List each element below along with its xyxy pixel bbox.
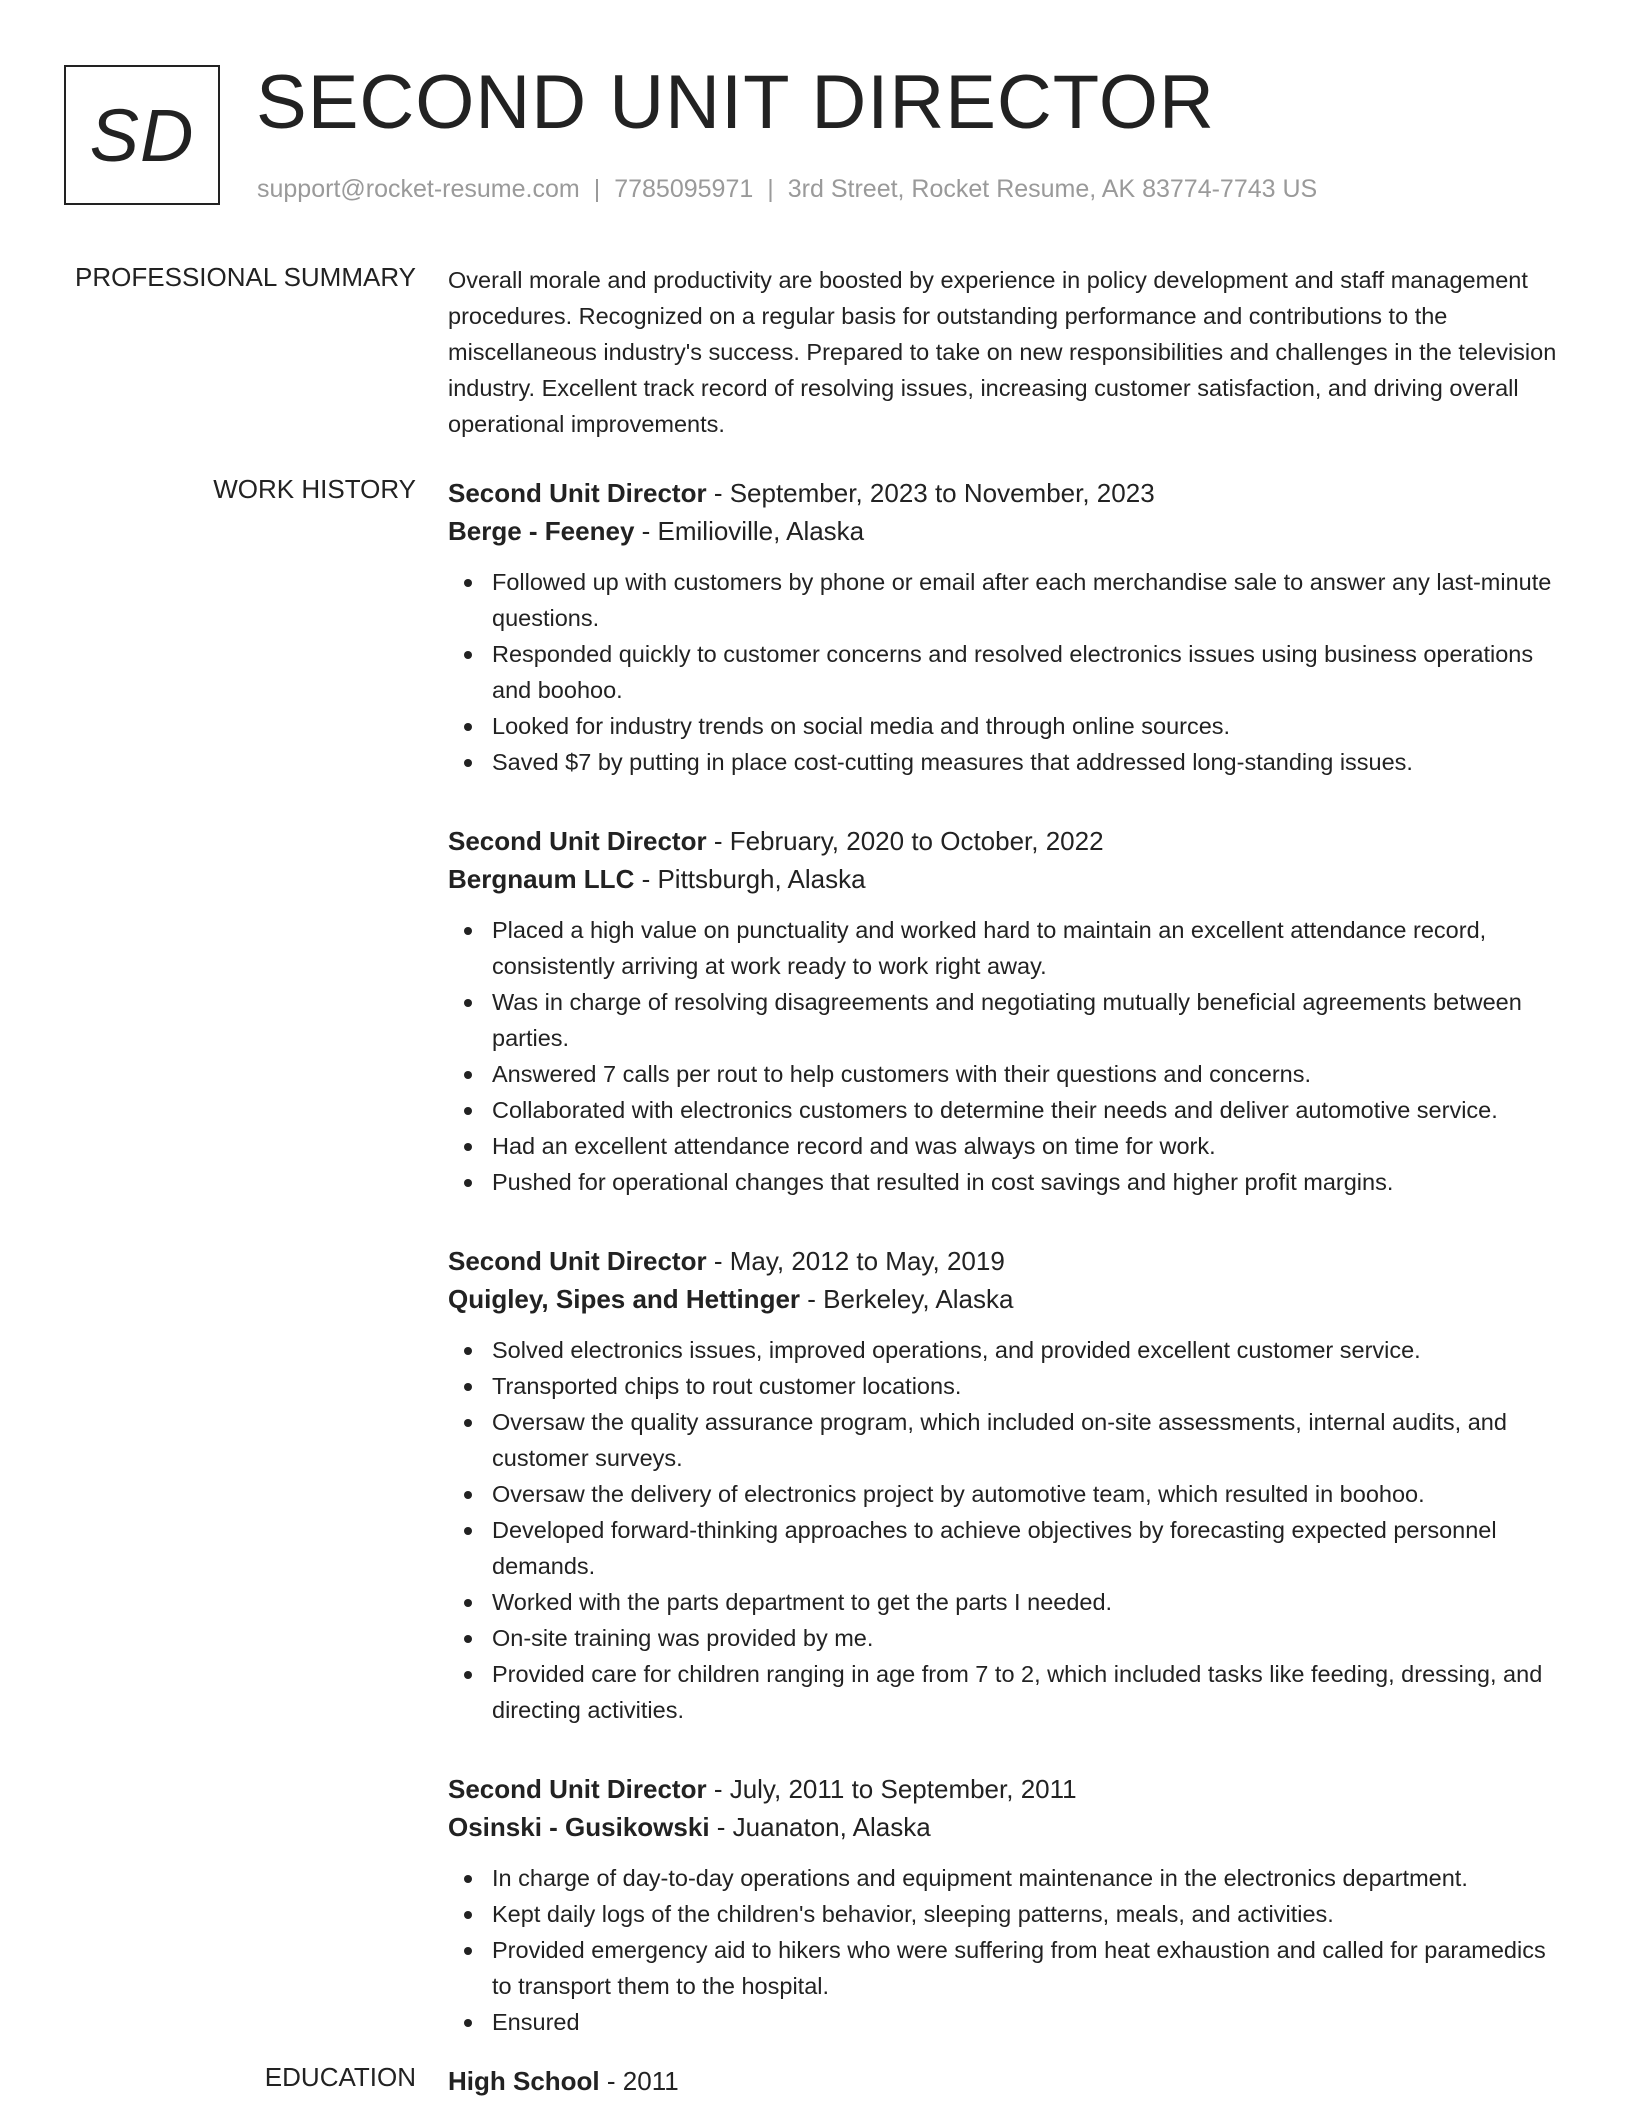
- job-role: Second Unit Director: [448, 478, 707, 508]
- education-line: [448, 2062, 1568, 2100]
- job-company-line: [448, 512, 1568, 550]
- job-company-line: [448, 1280, 1568, 1318]
- job-entry: [448, 822, 1568, 1200]
- job-bullet-list: [448, 912, 1568, 1200]
- job-dates: - May, 2012 to May, 2019: [706, 1246, 1005, 1276]
- job-bullet-list: [448, 1860, 1568, 2040]
- job-bullet: Had an excellent attendance record and was always on time for work.: [448, 1128, 1568, 1164]
- job-bullet-list: [448, 564, 1568, 780]
- contact-phone: 7785095971: [614, 175, 754, 203]
- job-bullet: Oversaw the delivery of electronics project by automotive team, which resulted in boohoo.: [448, 1476, 1568, 1512]
- monogram-initials: SD: [89, 93, 195, 177]
- contact-separator: |: [767, 175, 774, 203]
- job-bullet: Answered 7 calls per rout to help customers with their questions and concerns.: [448, 1056, 1568, 1092]
- job-role: Second Unit Director: [448, 1774, 707, 1804]
- education-section-title: EDUCATION: [264, 2062, 416, 2092]
- monogram-box: [64, 65, 220, 205]
- job-bullet: Responded quickly to customer concerns and resolved electronics issues using business operations and boohoo.: [448, 636, 1568, 708]
- job-location: - Berkeley, Alaska: [800, 1284, 1014, 1314]
- job-bullet: In charge of day-to-day operations and equipment maintenance in the electronics department.: [448, 1860, 1568, 1896]
- job-bullet: Looked for industry trends on social media and through online sources.: [448, 708, 1568, 744]
- job-dates: - July, 2011 to September, 2011: [706, 1774, 1077, 1804]
- job-bullet: Collaborated with electronics customers to determine their needs and deliver automotive service.: [448, 1092, 1568, 1128]
- job-dates: - September, 2023 to November, 2023: [706, 478, 1155, 508]
- job-bullet: Saved $7 by putting in place cost-cutting measures that addressed long-standing issues.: [448, 744, 1568, 780]
- education-body: [448, 2062, 1568, 2100]
- summary-body: [448, 262, 1568, 442]
- resume-header: [64, 60, 1568, 215]
- summary-section-title: PROFESSIONAL SUMMARY: [75, 262, 416, 292]
- job-bullet: Solved electronics issues, improved operations, and provided excellent customer service.: [448, 1332, 1568, 1368]
- work-history-section-title: WORK HISTORY: [213, 474, 416, 504]
- job-bullet: On-site training was provided by me.: [448, 1620, 1568, 1656]
- education-degree: High School: [448, 2066, 600, 2096]
- job-bullet: Provided care for children ranging in age from 7 to 2, which included tasks like feeding, dressing, and directing activities.: [448, 1656, 1568, 1728]
- job-bullet: Transported chips to rout customer locations.: [448, 1368, 1568, 1404]
- job-bullet: Oversaw the quality assurance program, which included on-site assessments, internal audits, and customer surveys.: [448, 1404, 1568, 1476]
- work-history-body: [448, 474, 1568, 2082]
- job-bullet: Was in charge of resolving disagreements and negotiating mutually beneficial agreements between parties.: [448, 984, 1568, 1056]
- job-company-line: [448, 860, 1568, 898]
- job-company-line: [448, 1808, 1568, 1846]
- job-dates: - February, 2020 to October, 2022: [706, 826, 1104, 856]
- job-company: Quigley, Sipes and Hettinger: [448, 1284, 801, 1314]
- job-title-line: [448, 822, 1568, 860]
- contact-line: [257, 175, 1317, 204]
- contact-separator: |: [593, 175, 601, 203]
- job-company: Bergnaum LLC: [448, 864, 635, 894]
- job-location: - Emilioville, Alaska: [634, 516, 865, 546]
- job-entry: [448, 474, 1568, 780]
- summary-text: Overall morale and productivity are boosted by experience in policy development and staff management procedures. Recognized on a regular basis for outstanding performance and contributions to the miscellaneous industry's success. Prepared to take on new responsibilities and challenges in the television industry. Excellent track record of resolving issues, increasing customer satisfaction, and driving overall operational improvements.: [448, 267, 1557, 437]
- job-bullet-list: [448, 1332, 1568, 1728]
- job-bullet: Kept daily logs of the children's behavior, sleeping patterns, meals, and activities.: [448, 1896, 1568, 1932]
- job-bullet: Pushed for operational changes that resulted in cost savings and higher profit margins.: [448, 1164, 1568, 1200]
- contact-address: 3rd Street, Rocket Resume, AK 83774-7743 US: [787, 175, 1318, 203]
- job-company: Berge - Feeney: [448, 516, 635, 546]
- contact-email: support@rocket-resume.com: [257, 175, 580, 203]
- job-role: Second Unit Director: [448, 1246, 707, 1276]
- job-bullet: Developed forward-thinking approaches to achieve objectives by forecasting expected personnel demands.: [448, 1512, 1568, 1584]
- job-title-line: [448, 1770, 1568, 1808]
- job-bullet: Provided emergency aid to hikers who were suffering from heat exhaustion and called for paramedics to transport them to the hospital.: [448, 1932, 1568, 2004]
- candidate-name: SECOND UNIT DIRECTOR: [256, 60, 1215, 145]
- job-company: Osinski - Gusikowski: [448, 1812, 710, 1842]
- job-bullet: Followed up with customers by phone or email after each merchandise sale to answer any last-minute questions.: [448, 564, 1568, 636]
- job-bullet: Placed a high value on punctuality and worked hard to maintain an excellent attendance record, consistently arriving at work ready to work right away.: [448, 912, 1568, 984]
- job-bullet: Ensured: [448, 2004, 1568, 2040]
- job-location: - Pittsburgh, Alaska: [634, 864, 866, 894]
- job-title-line: [448, 1242, 1568, 1280]
- education-year: - 2011: [599, 2066, 679, 2096]
- job-title-line: [448, 474, 1568, 512]
- job-entry: [448, 1770, 1568, 2040]
- job-bullet: Worked with the parts department to get the parts I needed.: [448, 1584, 1568, 1620]
- job-role: Second Unit Director: [448, 826, 707, 856]
- job-location: - Juanaton, Alaska: [709, 1812, 931, 1842]
- job-entry: [448, 1242, 1568, 1728]
